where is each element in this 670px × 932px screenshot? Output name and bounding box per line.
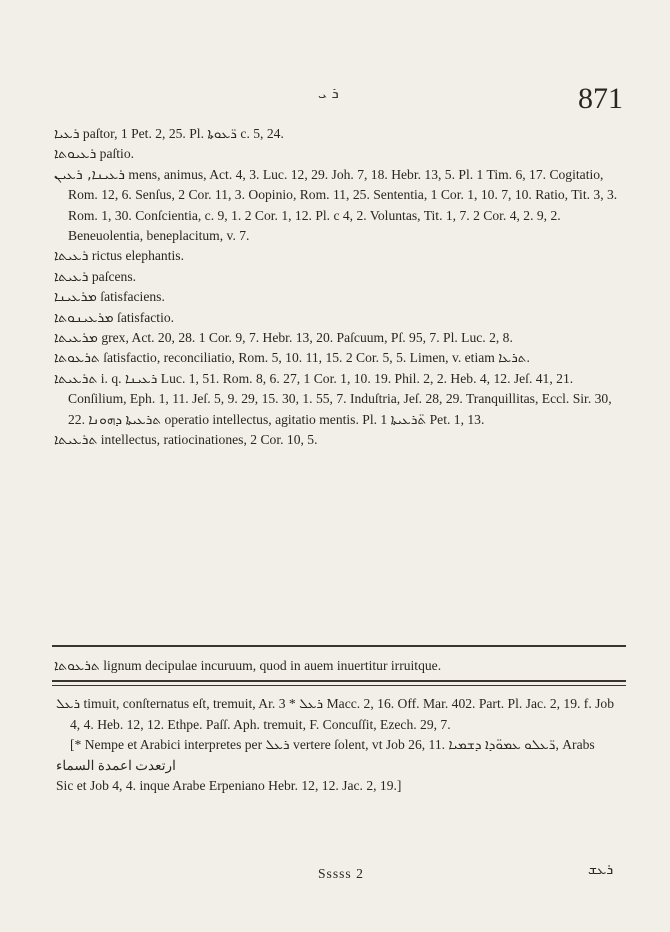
catchword: ܪܥܫ (588, 862, 614, 878)
supplement-notes (56, 694, 626, 797)
headword: ܪܥܝܢܐ, ܪܥܝܢ (54, 166, 125, 183)
definition: i. q. ܪܥܝܢܐ Luc. 1, 51. Rom. 8, 6. 27, 1 Cor. 1, 10. 19. Phil. 2, 2. Heb. 4, 12. Jeſ. 41, 21. Conſilium, Eph. 1, 11. Jeſ. 5, 9. 29, 15. 30, 1. 55, 7. Induſtria, Jeſ. 28, 29. Tranquillitas, Eccl. Sir. 30, 22. ܬܪܥܝܬܐ ܕܗܘܢܐ operatio intellectus, agitatio mentis. Pl. ܬ̈ܪܥܝܬܐ 1 Pet. 1, 13. (68, 370, 612, 427)
entry (54, 287, 626, 307)
headword: ܪܥܝܬܐ (54, 268, 89, 285)
definition: paſcens. (91, 268, 137, 284)
entry (54, 348, 626, 368)
definition: rictus elephantis. (91, 248, 184, 264)
headword: ܡܪܥܝܬܐ (54, 330, 98, 347)
page-number: 871 (578, 82, 623, 115)
entry (54, 656, 626, 676)
note-paragraph: Sic et Job 4, 4. inque Arabe Erpeniano Hebr. 12, 12. Jac. 2, 19.] (56, 778, 402, 794)
entry (54, 246, 626, 266)
entry (54, 328, 626, 348)
section-rule (52, 645, 626, 647)
signature-mark: Sssss 2 (318, 866, 364, 881)
note-paragraph: ܪܥܠ timuit, conſternatus eſt, tremuit, Ar. ܪܥܠ * 3 Macc. 2, 16. Off. Mar. 402. Part. Pl. Jac. 2, 19. f. Job 4, 4. Heb. 12, 12. Ethpe. Paſſ. Aph. tremuit, F. Concuſſit, Ezech. 29, 7. (56, 696, 615, 732)
definition: ſatisfactio. (117, 309, 175, 325)
headword: ܪܥܝܘܬܐ (54, 146, 97, 163)
entry (54, 124, 626, 144)
entry (54, 165, 626, 247)
definition: lignum decipulae incuruum, quod in auem inuertitur irruitque. (103, 658, 442, 673)
headword: ܡܪܥܝܢܐ (54, 289, 97, 306)
headword: ܪܥܝܐ (54, 126, 80, 142)
headword: ܬܪܥܝܬܐ (54, 370, 98, 387)
note-paragraph: [* Nempe et Arabici interpretes per ܪܥܠ vertere ſolent, vt Job 26, 11. ܪ̈ܥܠܘ ܥܡܘ̈ܕܐ ܕܫܡܝܐ, Arabs ارتعدت اعمدة السماء (56, 737, 595, 773)
entry (54, 430, 626, 450)
section-rule (52, 680, 626, 682)
entry (54, 267, 626, 287)
definition: mens, animus, Act. 4, 3. Luc. 12, 29. Joh. 7, 18. Hebr. 13, 5. Pl. 1 Tim. 6, 17. Cogitatio, Rom. 12, 6. Senſus, 2 Cor. 11, 3. Oopinio, Rom. 11, 25. Sententia, 1 Cor. 1, 10. 7, 10. Ratio, Tit. 3, 3. Rom. 1, 30. Conſcientia, c. 9, 1. 2 Cor. 1, 12. Pl. c 4, 2. Voluntas, Tit. 1, 7. 2 Cor. 4, 2. 9, 2. Beneuolentia, beneplacitum, v. 7. (68, 166, 618, 244)
headword: ܬܪܥܝܬܐ (54, 432, 98, 449)
headword: ܬܪܥܘܬܐ (54, 350, 100, 367)
headword: ܡܪܥܝܢܘܬܐ (54, 309, 114, 326)
entry (54, 144, 626, 164)
entry-list (54, 124, 626, 451)
definition: ſatisfactio, reconciliatio, Rom. 5, 10. 11, 15. 2 Cor. 5, 5. Limen, v. etiam ܬܪܥܐ. (103, 350, 530, 366)
definition: intellectus, ratiocinationes, 2 Cor. 10, 5. (100, 432, 318, 448)
definition: grex, Act. 20, 28. 1 Cor. 9, 7. Hebr. 13, 20. Paſcuum, Pſ. 95, 7. Pl. Luc. 2, 8. (101, 330, 513, 346)
headword: ܬܪܥܘܬܐ (54, 658, 100, 674)
definition: paſtio. (99, 146, 135, 162)
entry (54, 308, 626, 328)
headword: ܪܥܝܬܐ (54, 248, 89, 265)
entry (54, 369, 626, 430)
running-head: ܪ ܝ (318, 84, 339, 102)
definition: ſatisfaciens. (100, 289, 165, 305)
definition: paſtor, 1 Pet. 2, 25. Pl. ܪ̈ܥܘܬܐ c. 5, 24. (82, 126, 284, 141)
section-rule-thin (52, 685, 626, 686)
